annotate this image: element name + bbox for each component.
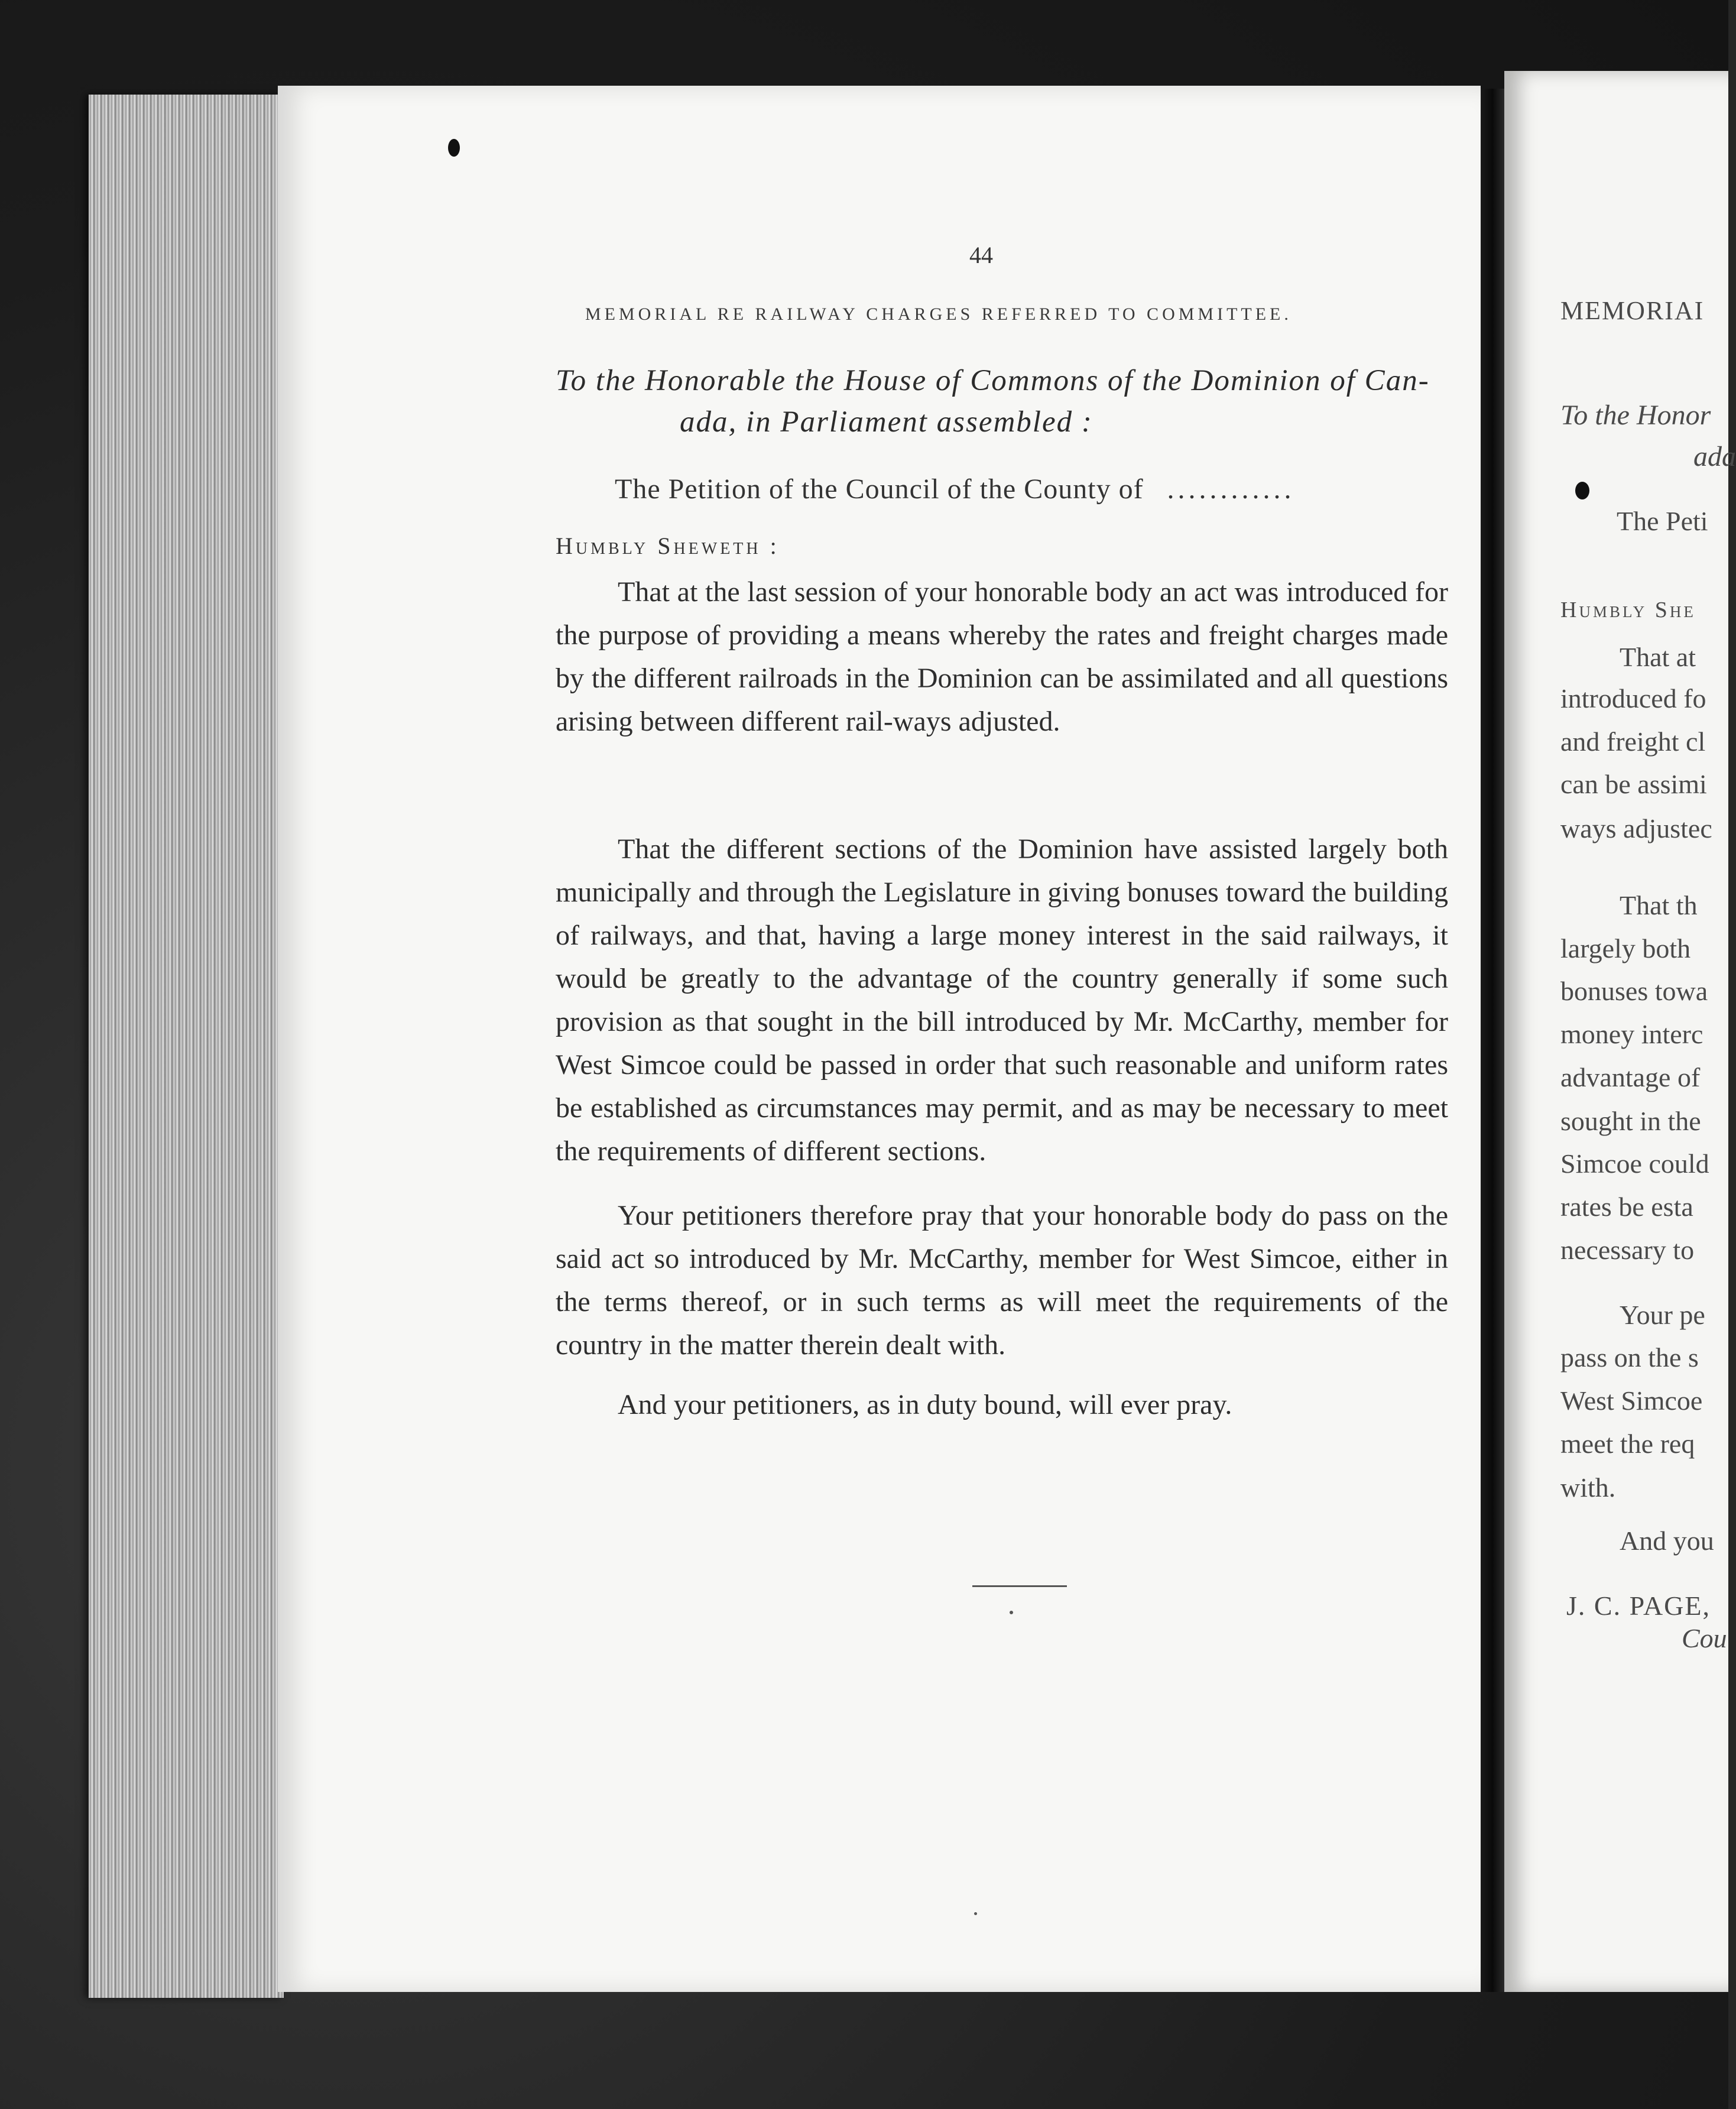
paper-speck [974, 1912, 977, 1915]
right-page-fragment: Your pe [1620, 1300, 1705, 1330]
right-page-fragment: bonuses towa [1560, 976, 1708, 1006]
right-page-fragment: necessary to [1560, 1235, 1695, 1265]
right-page-fragment: That at [1620, 642, 1696, 672]
right-page-fragment: pass on the s [1560, 1342, 1699, 1373]
book-spine-gutter [1481, 89, 1504, 1992]
page-number: 44 [969, 242, 993, 268]
right-page-fragment: Cou [1682, 1623, 1727, 1653]
right-page-fragment: with. [1560, 1472, 1616, 1503]
right-page-fragment: MEMORIAI [1560, 296, 1705, 325]
running-head: MEMORIAL RE RAILWAY CHARGES REFERRED TO COMMITTEE. [585, 304, 1292, 324]
right-page-fragment: Humbly She [1560, 598, 1696, 622]
body-paragraph: That the different sections of the Dominion have assisted largely both municipally and through the Legislature in giving bonuses toward the building of railways, and that, having a large money interest in the said railways, it would be greatly to the advantage of the country generally if some such provision as that sought in the bill introduced by Mr. McCarthy, member for West Simcoe could be passed in order that such reasonable and uniform rates be established as circumstances may permit, and as may be necessary to meet the requirements of different sections. [556, 833, 1448, 1167]
right-page-fragment: introduced fo [1560, 683, 1706, 713]
petition-text: The Petition of the Council of the County of [615, 473, 1144, 505]
right-page-fragment: That th [1620, 890, 1698, 920]
right-page-fragment: ways adjustec [1560, 813, 1712, 843]
closing-paragraph: And your petitioners, as in duty bound, will ever pray. [618, 1389, 1232, 1420]
ink-blot [448, 139, 460, 157]
right-page-fragment: The Peti [1617, 506, 1708, 536]
paper-speck [1010, 1611, 1013, 1614]
right-page-fragment: can be assimi [1560, 769, 1707, 799]
right-page-fragment: advantage of [1560, 1062, 1701, 1092]
right-page-fragment: Simcoe could [1560, 1148, 1709, 1179]
right-page-fragment: largely both [1560, 933, 1691, 963]
section-divider-rule [972, 1585, 1067, 1587]
right-page-fragment: J. C. PAGE, [1566, 1591, 1711, 1621]
salutation: Humbly Sheweth : [556, 533, 780, 559]
right-page-fragment: sought in the [1560, 1106, 1701, 1136]
right-page-fragment: meet the req [1560, 1429, 1695, 1459]
right-page-fragment: And you [1620, 1526, 1714, 1556]
body-paragraph: Your petitioners therefore pray that your honorable body do pass on the said act so introduced by Mr. McCarthy, member for West Simcoe, either in the terms thereof, or in such terms as will meet the requirements of the country in the matter therein dealt with. [556, 1200, 1448, 1361]
ink-blot [1575, 482, 1589, 499]
petition-blank-dots: ............ [1167, 473, 1295, 505]
right-page-fragment: rates be esta [1560, 1192, 1693, 1222]
right-page-fragment: West Simcoe [1560, 1386, 1703, 1416]
book-page-edges [89, 95, 284, 1998]
right-page-fragment: money interc [1560, 1019, 1703, 1049]
right-page-fragment: To the Honor [1560, 400, 1711, 431]
body-paragraph: That at the last session of your honorable body an act was introduced for the purpose of providing a means whereby the rates and freight charges made by the different railroads in the Dominion can be assimilated and all questions arising between different rail-ways adjusted. [556, 576, 1448, 737]
address-line-2: ada, in Parliament assembled : [680, 405, 1093, 439]
right-page-text-area [1504, 71, 1736, 1992]
petition-line [615, 473, 1295, 505]
address-line-1: To the Honorable the House of Commons of the Dominion of Can- [556, 364, 1430, 397]
right-page-fragment: and freight cl [1560, 726, 1706, 757]
right-page-fragment: ada [1693, 441, 1736, 472]
